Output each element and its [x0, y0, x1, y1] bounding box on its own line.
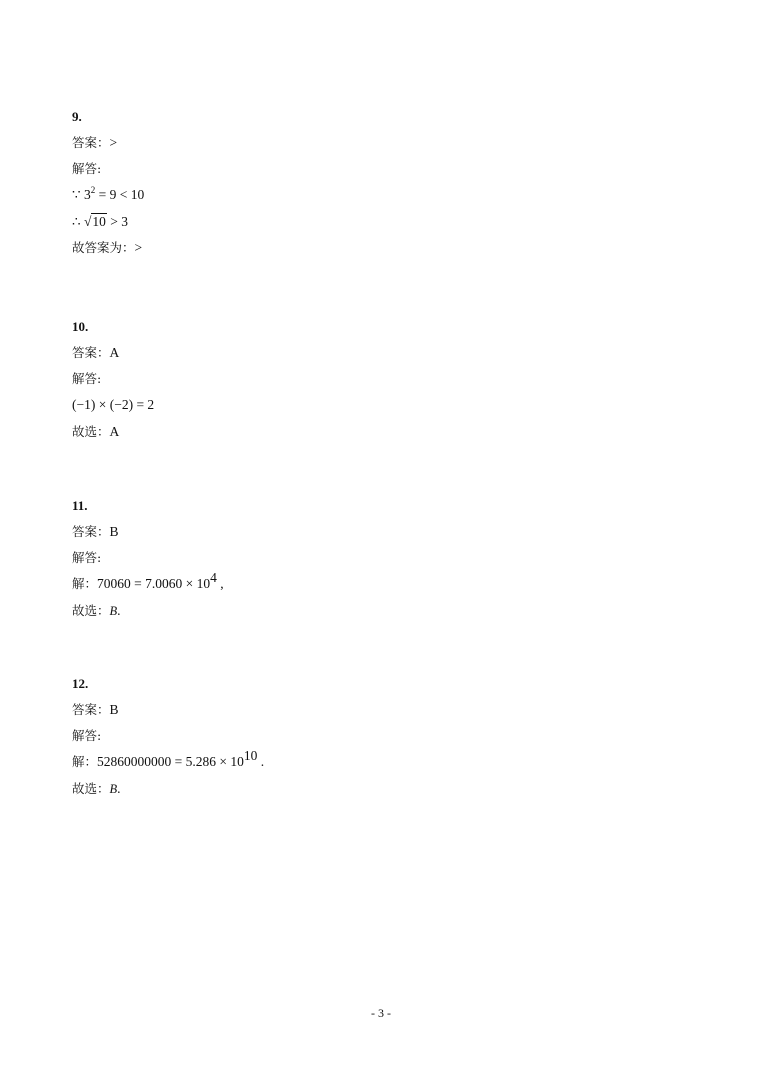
final-tail: .	[117, 780, 121, 796]
final-label: 故选：	[72, 780, 110, 796]
solution-label: 解答:	[72, 550, 102, 566]
final-answer-line	[72, 423, 154, 441]
question-number: 9.	[72, 109, 82, 124]
question-11	[72, 497, 224, 628]
comparison-text: > 3	[106, 213, 129, 229]
solution-expression	[72, 748, 265, 771]
answer-line	[72, 134, 144, 152]
expression-main: 52860000000 = 5.286 × 10	[97, 754, 244, 770]
sqrt-symbol: √	[83, 213, 92, 229]
comparison-text: = 9 < 10	[95, 187, 145, 203]
final-answer-line	[72, 602, 224, 620]
question-number: 12.	[72, 676, 89, 691]
question-10	[72, 318, 154, 449]
expression-exponent: 10	[243, 748, 258, 764]
question-number: 10.	[72, 319, 89, 334]
expression-main: 70060 = 7.0060 × 10	[97, 576, 211, 592]
therefore-symbol: ∴	[72, 213, 81, 229]
power-exponent: 2	[90, 185, 96, 196]
answer-line	[72, 523, 224, 541]
final-answer-line	[72, 780, 264, 798]
sqrt-radicand: 10	[92, 213, 106, 229]
question-9	[72, 108, 144, 265]
solution-label: 解答:	[72, 371, 102, 387]
final-value: >	[134, 239, 143, 255]
final-label: 故选：	[72, 602, 110, 618]
solution-prefix: 解：	[72, 576, 98, 592]
final-value: A	[109, 423, 120, 439]
solution-label: 解答:	[72, 161, 102, 177]
final-tail: .	[117, 602, 121, 618]
because-symbol: ∵	[72, 187, 81, 203]
answer-value: B	[109, 524, 119, 539]
solution-label: 解答:	[72, 728, 102, 744]
answer-label: 答案：	[72, 345, 110, 360]
final-value: B	[109, 781, 118, 796]
answer-value: A	[109, 345, 120, 360]
answer-line	[72, 344, 154, 362]
solution-step-because	[72, 186, 144, 204]
page-number: - 3 -	[371, 1006, 391, 1020]
final-value: B	[109, 603, 118, 618]
solution-expression: (−1) × (−2) = 2	[72, 397, 155, 413]
solution-expression	[72, 570, 224, 593]
solution-prefix: 解：	[72, 754, 98, 770]
final-label: 故答案为：	[72, 239, 135, 255]
answer-label: 答案：	[72, 702, 110, 717]
expression-tail: .	[257, 754, 265, 770]
solution-step-therefore	[72, 213, 144, 231]
expression-tail: ,	[216, 576, 224, 592]
answer-label: 答案：	[72, 524, 110, 539]
expression-exponent: 4	[210, 570, 217, 586]
answer-label: 答案：	[72, 135, 110, 150]
answer-value: B	[109, 702, 119, 717]
final-label: 故选：	[72, 423, 110, 439]
final-answer-line	[72, 239, 144, 257]
answer-value: >	[109, 135, 118, 150]
power-base: 3	[83, 187, 91, 203]
answer-line	[72, 701, 264, 719]
question-12	[72, 675, 264, 806]
question-number: 11.	[72, 498, 88, 513]
